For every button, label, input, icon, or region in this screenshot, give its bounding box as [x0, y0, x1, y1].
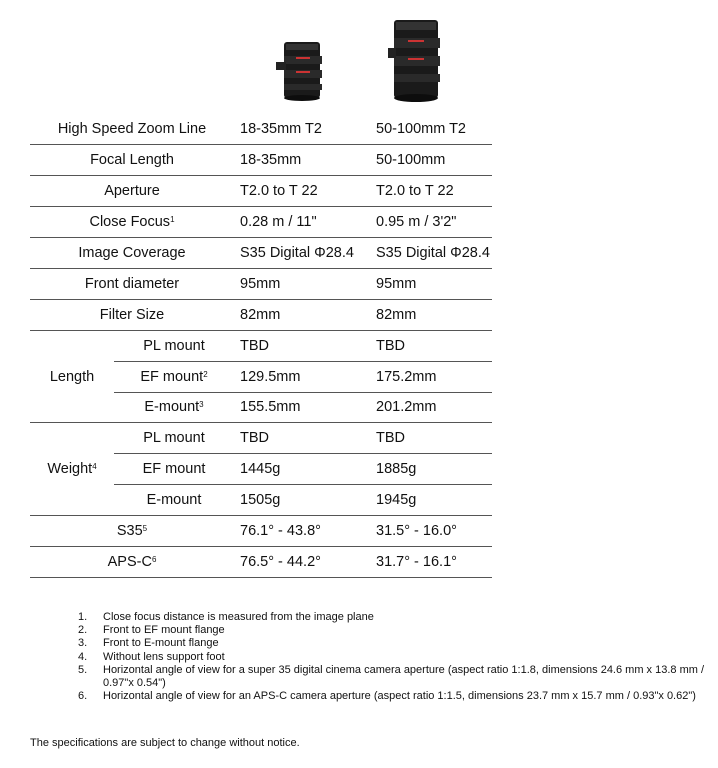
footnote-ref: 4: [92, 462, 97, 472]
row-label: [30, 207, 234, 238]
header-label: High Speed Zoom Line: [30, 114, 234, 145]
row-value-2: S35 Digital Φ28.4: [368, 238, 492, 269]
header-lens-1: 18-35mm T2: [234, 114, 368, 145]
row-value-2: TBD: [368, 423, 492, 454]
footnote-ref: 6: [151, 554, 157, 564]
row-sublabel: [114, 361, 234, 392]
row-value-2: 31.5° - 16.0°: [368, 516, 492, 547]
footnote-ref: 1: [170, 215, 175, 225]
footnote-number: 2.: [78, 624, 88, 637]
row-label: Filter Size: [30, 299, 234, 330]
row-sublabel: PL mount: [114, 330, 234, 361]
table-row: [30, 299, 492, 330]
footnote-text: Close focus distance is measured from the image plane: [103, 611, 374, 623]
lens-50-100-icon: [388, 18, 444, 104]
table-row: [30, 176, 492, 207]
row-sublabel: PL mount: [114, 423, 234, 454]
row-value-2: 1945g: [368, 485, 492, 516]
footnote-item: [78, 690, 708, 703]
table-row: [30, 330, 492, 361]
row-value-1: 0.28 m / 11": [234, 207, 368, 238]
row-value-2: 82mm: [368, 299, 492, 330]
row-label: Aperture: [30, 176, 234, 207]
footnote-item: [78, 651, 708, 664]
footnote-number: 1.: [78, 611, 88, 623]
weight-group-label: [30, 423, 114, 516]
lens-18-35-icon: [274, 40, 328, 104]
disclaimer: The specifications are subject to change without notice.: [30, 737, 300, 749]
table-row: [30, 423, 492, 454]
footnote-text: Without lens support foot: [103, 650, 225, 663]
row-label: [30, 516, 234, 547]
row-value-1: TBD: [234, 330, 368, 361]
table-row: [30, 268, 492, 299]
row-value-2: T2.0 to T 22: [368, 176, 492, 207]
footnote-number: 3.: [78, 637, 88, 650]
row-value-1: 76.5° - 44.2°: [234, 546, 368, 577]
row-value-1: S35 Digital Φ28.4: [234, 238, 368, 269]
row-value-1: 155.5mm: [234, 392, 368, 423]
row-sublabel-text: E-mount: [144, 399, 200, 416]
row-value-1: 76.1° - 43.8°: [234, 516, 368, 547]
table-row: [30, 207, 492, 238]
footnote-text: Horizontal angle of view for a super 35 digital cinema camera aperture (aspect ratio 1:1.8, dimensions 24.6 mm x 13.8 mm / 0.97"x 0.54"): [103, 663, 705, 690]
footnote-ref: 3: [199, 400, 204, 410]
footnote-ref: 2: [203, 369, 208, 379]
row-label: [30, 546, 234, 577]
row-sublabel-text: EF mount: [140, 368, 204, 385]
row-value-1: T2.0 to T 22: [234, 176, 368, 207]
row-value-1: TBD: [234, 423, 368, 454]
weight-label-text: Weight: [47, 461, 93, 478]
footnote-number: 5.: [78, 663, 88, 676]
row-value-2: 95mm: [368, 268, 492, 299]
row-value-2: 31.7° - 16.1°: [368, 546, 492, 577]
row-value-2: 201.2mm: [368, 392, 492, 423]
table-row: [30, 145, 492, 176]
row-sublabel: E-mount: [114, 485, 234, 516]
footnote-text: Front to E-mount flange: [103, 637, 219, 650]
row-label-text: S35: [116, 523, 143, 540]
row-value-1: 95mm: [234, 268, 368, 299]
footnote-text: Horizontal angle of view for an APS-C camera aperture (aspect ratio 1:1.5, dimensions 23.7 mm x 15.7 mm / 0.93"x 0.62"): [103, 690, 696, 703]
footnote-ref: 5: [142, 524, 148, 534]
footnotes-list: [78, 611, 708, 703]
table-header-row: [30, 114, 492, 145]
footnote-text: Front to EF mount flange: [103, 624, 225, 637]
table-row: [30, 546, 492, 577]
row-value-2: 175.2mm: [368, 361, 492, 392]
footnote-item: [78, 637, 708, 650]
row-value-2: 0.95 m / 3'2": [368, 207, 492, 238]
row-value-1: 1445g: [234, 454, 368, 485]
length-group-label: Length: [30, 330, 114, 423]
row-value-2: 1885g: [368, 454, 492, 485]
row-label: Focal Length: [30, 145, 234, 176]
row-sublabel: [114, 392, 234, 423]
footnote-item: [78, 624, 708, 637]
row-label-text: Close Focus: [89, 214, 171, 231]
footnote-number: 6.: [78, 690, 88, 703]
footnote-item: [78, 664, 708, 690]
row-label: Front diameter: [30, 268, 234, 299]
row-value-1: 82mm: [234, 299, 368, 330]
spec-table: [30, 114, 492, 578]
footnote-number: 4.: [78, 650, 88, 663]
row-value-1: 129.5mm: [234, 361, 368, 392]
header-lens-2: 50-100mm T2: [368, 114, 492, 145]
row-value-2: 50-100mm: [368, 145, 492, 176]
table-row: [30, 238, 492, 269]
row-value-2: TBD: [368, 330, 492, 361]
row-value-1: 1505g: [234, 485, 368, 516]
row-label: Image Coverage: [30, 238, 234, 269]
row-label-text: APS-C: [107, 553, 152, 570]
row-sublabel: EF mount: [114, 454, 234, 485]
footnote-item: [78, 611, 708, 624]
row-value-1: 18-35mm: [234, 145, 368, 176]
table-row: [30, 516, 492, 547]
